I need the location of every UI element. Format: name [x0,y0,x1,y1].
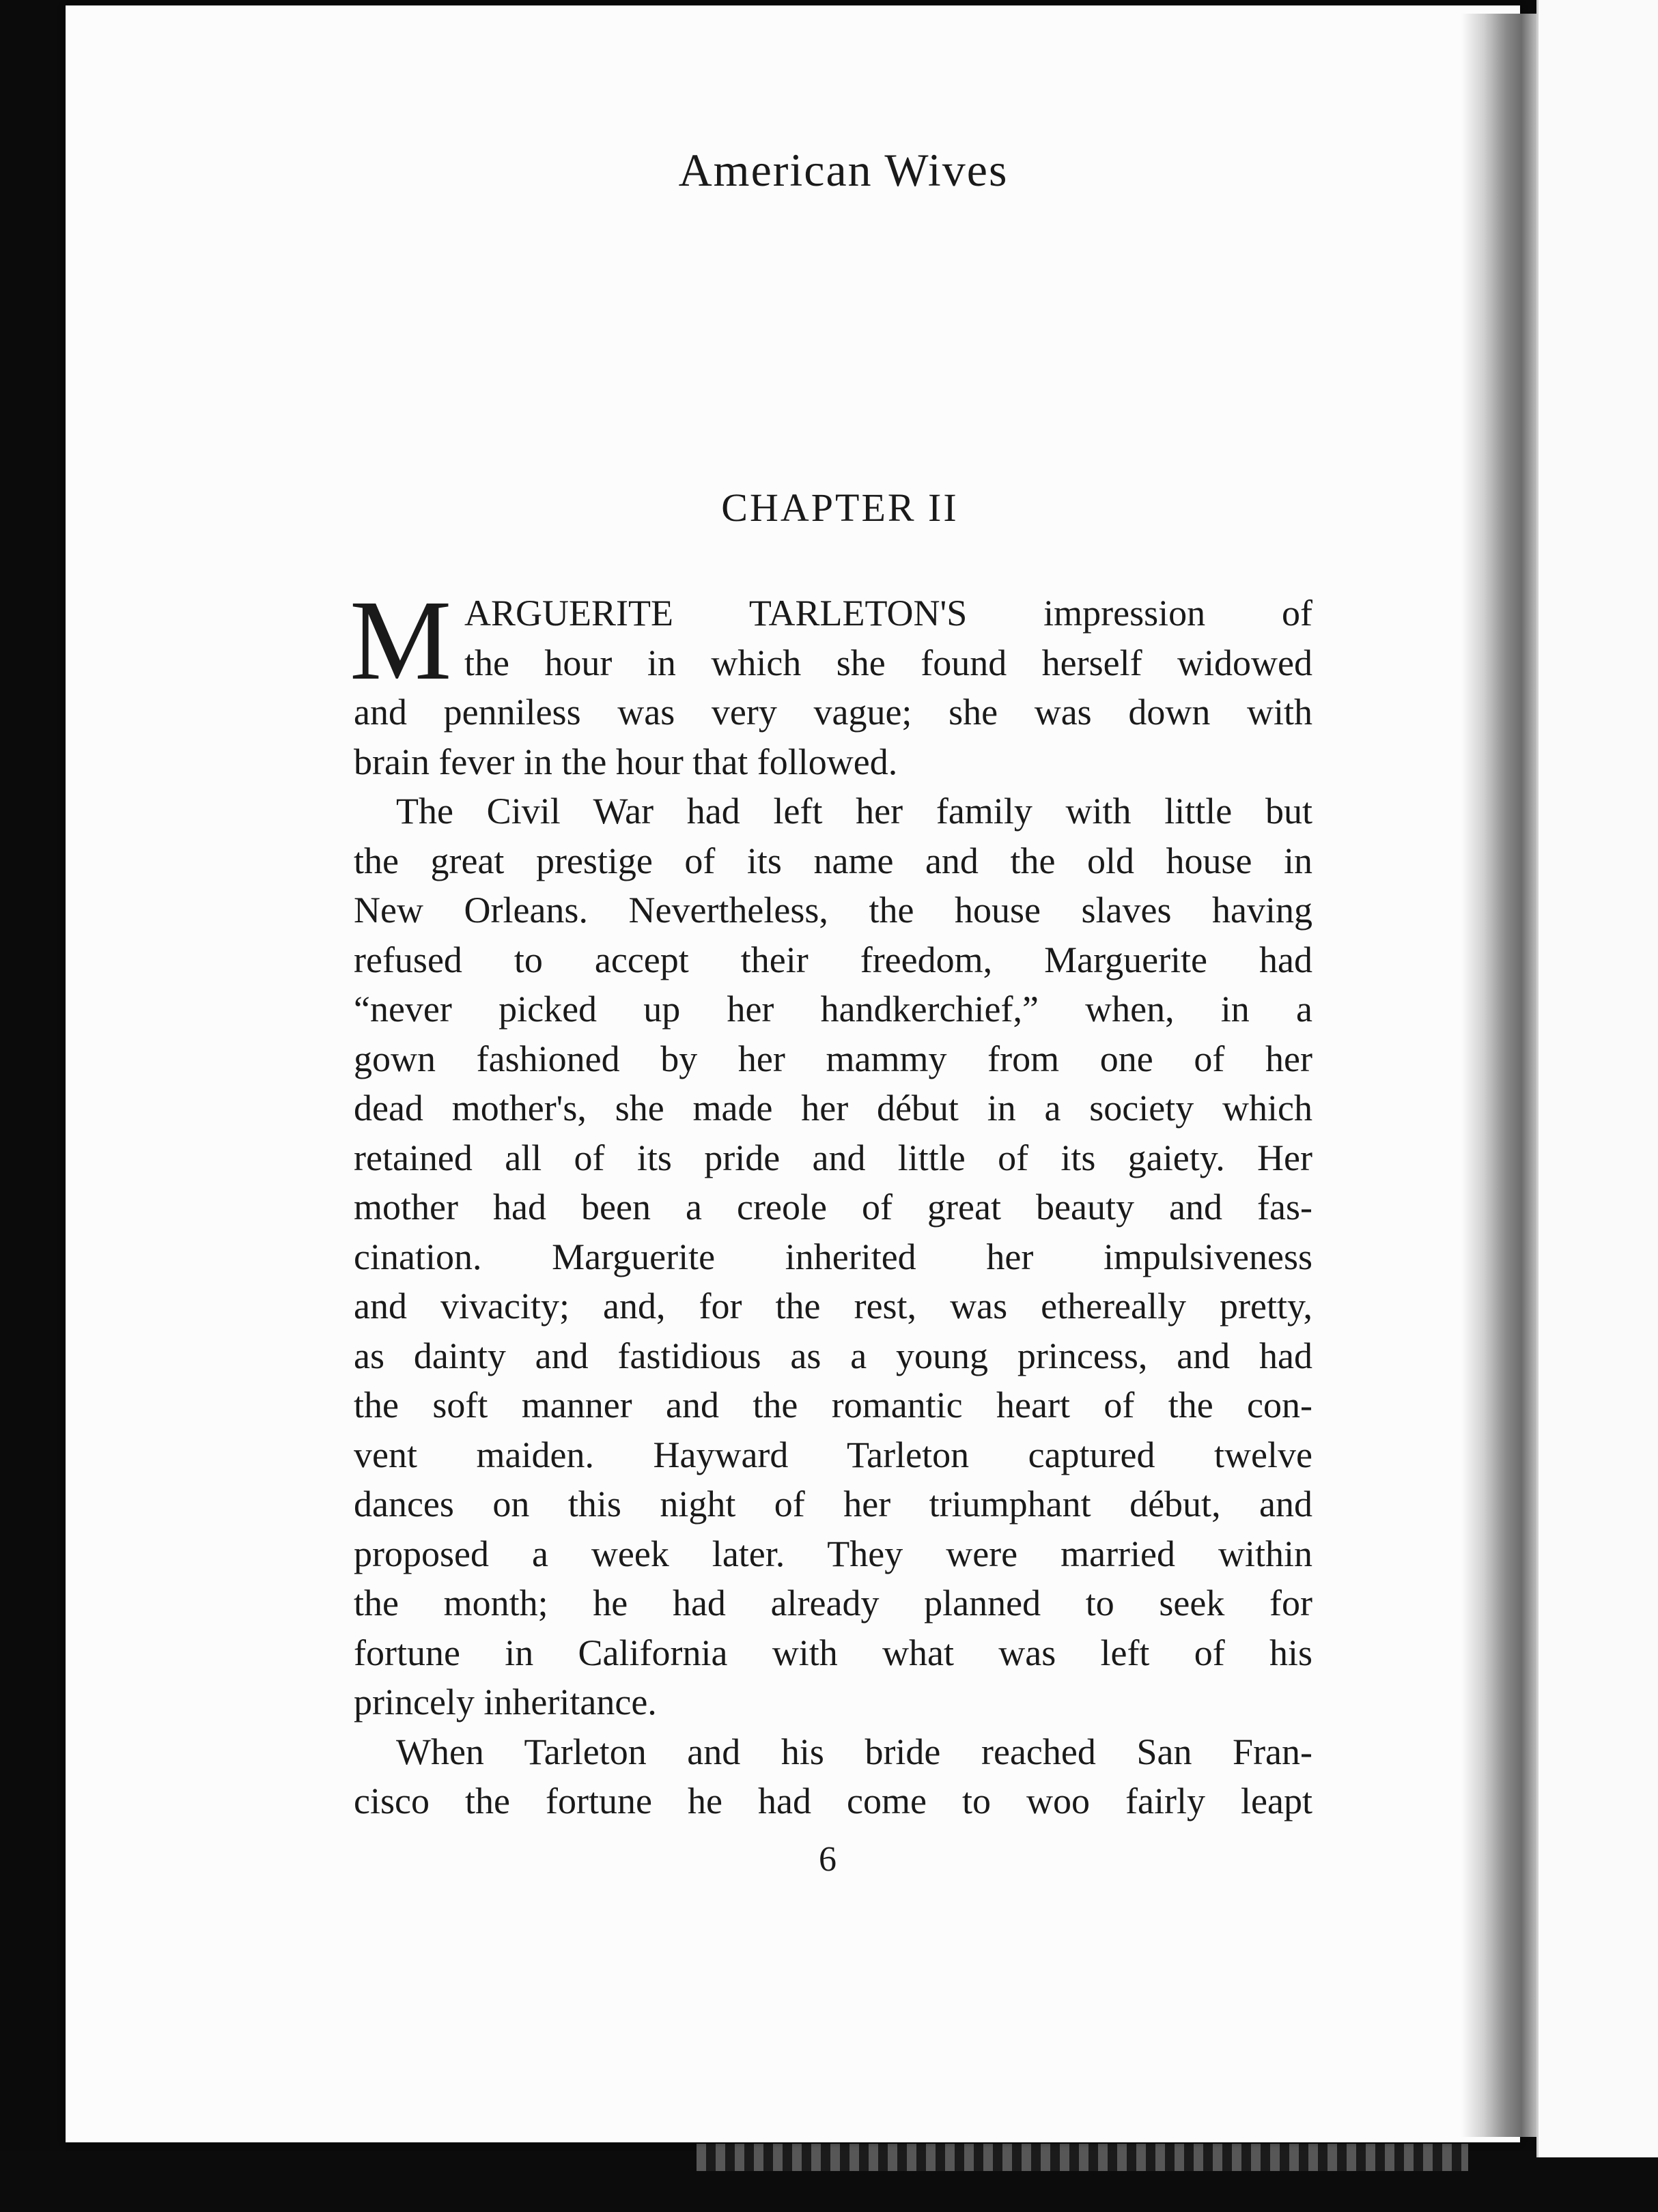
text-line: as dainty and fastidious as a young princess, and had [354,1335,1312,1376]
text-line: New Orleans. Nevertheless, the house slaves having [354,890,1312,931]
text-line: proposed a week later. They were married within [354,1533,1312,1574]
text-line: the month; he had already planned to seek for [354,1583,1312,1623]
book-binding-strip [697,2144,1468,2171]
text-line: brain fever in the hour that followed. [354,741,898,782]
text-line: princely inheritance. [354,1682,657,1722]
scan-border-left [0,0,66,2212]
body-text [350,577,1312,1826]
text-line: When Tarleton and his bride reached San Fran- [396,1731,1312,1772]
text-line: ARGUERITE TARLETON'S impression of [464,593,1312,634]
text-line: refused to accept their freedom, Marguerite had [354,939,1312,980]
text-line: and vivacity; and, for the rest, was ethereally pretty, [354,1286,1312,1327]
text-line: the hour in which she found herself widowed [464,642,1312,683]
text-line: the soft manner and the romantic heart of the con- [354,1385,1312,1426]
page-gutter-shadow [1461,14,1536,2137]
text-line: The Civil War had left her family with little but [396,791,1312,832]
text-line: and penniless was very vague; she was down with [354,692,1312,733]
text-line: cination. Marguerite inherited her impulsiveness [354,1236,1312,1277]
text-line: cisco the fortune he had come to woo fairly leapt [354,1781,1312,1821]
text-line: gown fashioned by her mammy from one of her [354,1038,1312,1079]
text-line: vent maiden. Hayward Tarleton captured twelve [354,1434,1312,1475]
running-head: American Wives [678,144,1009,196]
chapter-title: CHAPTER II [721,485,959,530]
text-line: the great prestige of its name and the old house in [354,840,1312,881]
text-line: dances on this night of her triumphant début, and [354,1484,1312,1525]
text-line: fortune in California with what was left of his [354,1632,1312,1673]
text-line: dead mother's, she made her début in a society which [354,1088,1312,1129]
text-line: retained all of its pride and little of its gaiety. Her [354,1137,1312,1178]
page-number: 6 [819,1840,837,1879]
text-line: mother had been a creole of great beauty and fas- [354,1187,1312,1228]
text-line: “never picked up her handkerchief,” when, in a [354,989,1312,1030]
facing-page-edge [1536,0,1658,2157]
drop-cap-initial: M [350,577,452,704]
